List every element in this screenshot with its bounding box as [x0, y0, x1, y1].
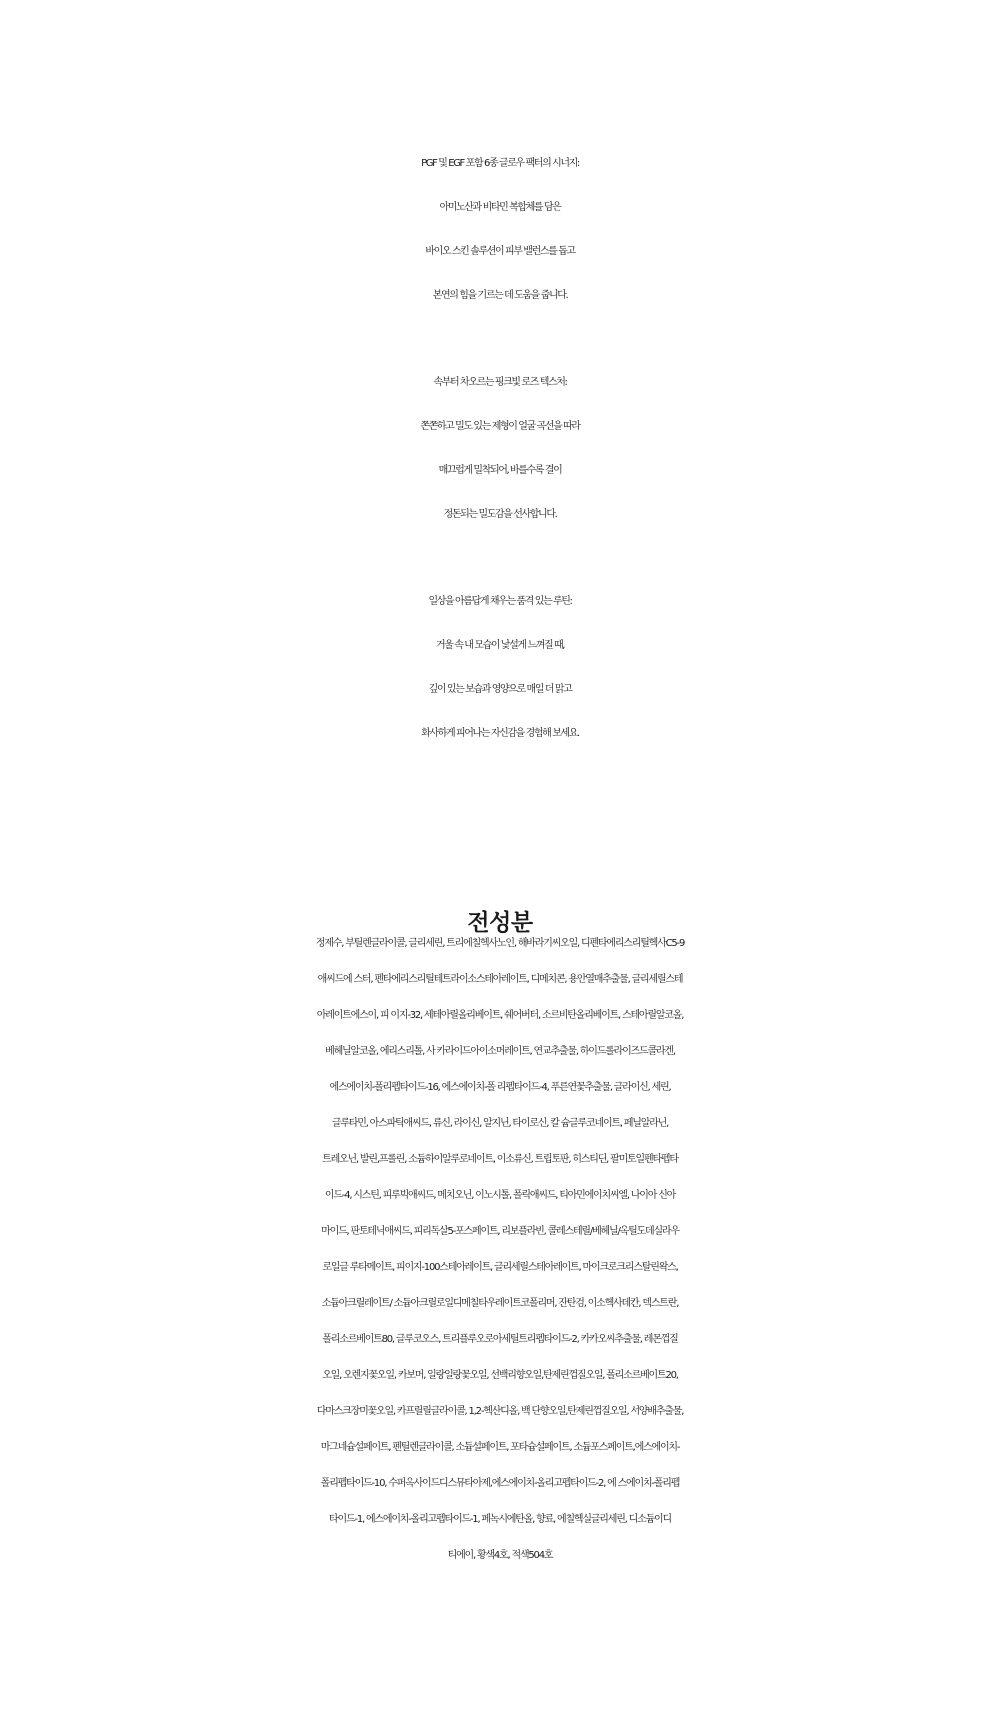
ingredients-line: 마이드, 판토테닉애씨드, 피리독살5-포스페이트, 리보플라빈, 콜레스테릴/베헤닐/옥틸도데실라우: [321, 1226, 679, 1237]
ingredients-line: 정제수, 부틸렌글라이콜, 글리세린, 트리에칠헥사노인, 해바라기씨오일, 디펜타에리스리틸헥사C5-9: [315, 938, 685, 949]
ingredients-title: 전성분: [467, 910, 533, 937]
ingredients-list: [0, 926, 1000, 1574]
description-line: 정돈되는 밀도감을 선사합니다.: [443, 509, 557, 520]
ingredients-line: 에스에이치-폴리펩타이드-16, 에스에이치-폴 리펩타이드-4, 푸른연꽃추출물, 글라이신, 세린,: [329, 1082, 671, 1093]
description-line: 일상을 아름답게 채우는 품격 있는 루틴:: [428, 596, 572, 607]
description-line: 매끄럽게 밀착되어, 바를수록 결이: [438, 465, 562, 476]
description-line: 바이오 스킨 솔루션이 피부 밸런스를 돕고: [425, 246, 575, 257]
ingredients-line: 다마스크장미꽃오일, 카프릴릴글라이콜, 1,2-헥산디올, 백 단향오일,탄제린껍질오일, 서양배추출물,: [316, 1406, 684, 1417]
description-line: 거울 속 내 모습이 낯설게 느껴질 때,: [435, 640, 565, 651]
description-line: PGF 및 EGF 포함 6종 글로우 팩터의 시너지:: [421, 158, 579, 169]
description-line: 화사하게 피어나는 자신감을 경험해 보세요.: [421, 728, 579, 739]
description-line: 본연의 힘을 기르는 데 도움을 줍니다.: [432, 290, 568, 301]
ingredients-line: 글루타민, 아스파틱애씨드, 류신, 라이신, 알지닌, 타이로신, 칼 슘글루코네이트, 페닐알라닌,: [331, 1118, 669, 1129]
ingredients-line: 폴리펩타이드-10, 수퍼옥사이드디스뮤타아제,에스에이치-올리고펩타이드-2, 에 스에이치-폴리펩: [320, 1478, 680, 1489]
ingredients-line: 오일, 오렌지꽃오일, 카보머, 일랑일랑꽃오일, 선백리향오일,탄제린껍질오일, 폴리소르베이트20,: [322, 1370, 678, 1381]
description-paragraph-routine: [0, 580, 1000, 756]
ingredients-line: 마그네슘설페이트, 펜틸렌글라이콜, 소듐설페이트, 포타슘설페이트, 소듐포스페이트,에스에이치-: [320, 1442, 680, 1453]
ingredients-line: 폴리소르베이트80, 글루코오스, 트리플루오로아세틸트리펩타이드-2, 카카오씨추출물, 레몬껍질: [322, 1334, 678, 1345]
ingredients-line: 로일글 루타메이트, 피이지-100스테아레이트, 글리세릴스테아레이트, 마이크로크리스탈린왁스,: [322, 1262, 678, 1273]
description-line: 깊이 있는 보습과 영양으로 매일 더 맑고: [428, 684, 572, 695]
ingredients-line: 베헤닐알코올, 에리스리톨, 사 카라이드아이소머레이트, 연교추출물, 하이드롤라이즈드콜라겐,: [325, 1046, 675, 1057]
ingredients-line: 트레오닌, 발린,프롤린, 소듐하이알루로네이트, 이소류신, 트립토판, 히스티딘, 팔미토일펜타펩타: [322, 1154, 678, 1165]
product-description: [0, 142, 1000, 799]
ingredients-line: 티에이, 황색4호, 적색504호: [447, 1550, 553, 1561]
ingredients-line: 타이드-1, 에스에이치-올리고펩타이드-1, 페녹시에탄올, 향료, 에칠헥실글리세린, 디소듐이디: [329, 1514, 671, 1525]
ingredients-line: 아레이트에스이, 피 이지-32, 세테아릴올리베이트, 쉐어버터, 소르비탄올리베이트, 스테아릴알코올,: [316, 1010, 684, 1021]
ingredients-line: 애씨드에 스터, 펜타에리스리틸테트라이소스테아레이트, 디메치콘, 용안열매추출물, 글리세릴스테: [317, 974, 683, 985]
description-paragraph-texture: [0, 361, 1000, 537]
description-paragraph-glow-factor: [0, 142, 1000, 318]
ingredients-line: 이드-4, 시스틴, 피루빅애씨드, 메치오닌, 이노시톨, 폴릭애씨드, 티아민에이치씨엘, 나이아 신아: [324, 1190, 676, 1201]
description-line: 아미노산과 비타민 복합체를 담은: [439, 202, 561, 213]
ingredients-line: 소듐아크릴레이트/ 소듐아크릴로일디메칠타우레이트코폴리머, 잔탄검, 이소헥사데칸, 덱스트란,: [321, 1298, 679, 1309]
description-line: 속부터 차오르는 핑크빛 로즈 텍스처:: [433, 377, 567, 388]
description-line: 쫀쫀하고 밀도 있는 제형이 얼굴 곡선을 따라: [420, 421, 580, 432]
